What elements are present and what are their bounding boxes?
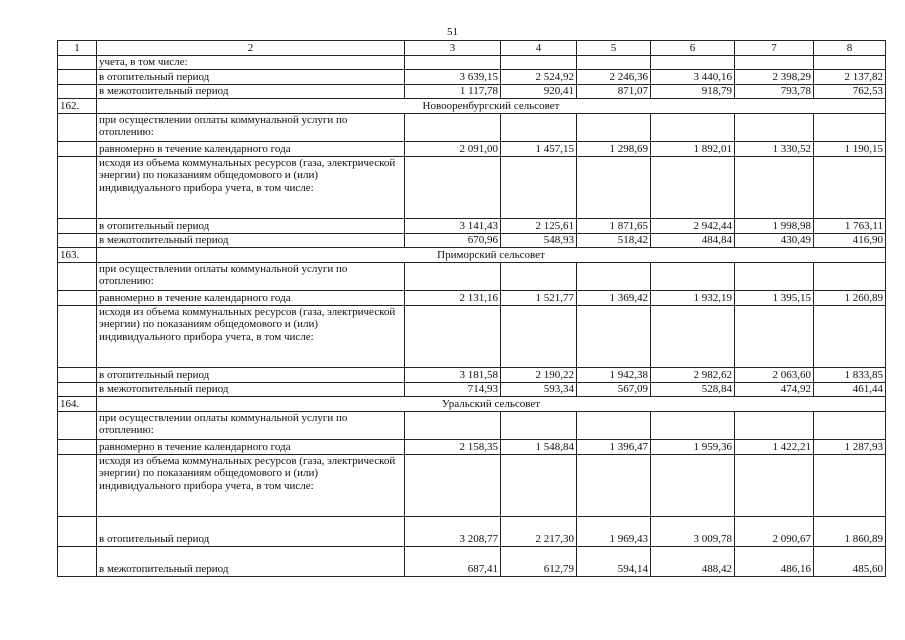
empty-cell	[735, 156, 814, 218]
section-number: 164.	[58, 396, 97, 411]
page-number: 51	[447, 26, 458, 38]
value-cell: 1 117,78	[405, 84, 501, 98]
heating-period-row	[58, 218, 886, 233]
empty-cell	[651, 262, 735, 290]
offseason-period-row	[58, 546, 886, 576]
row-label: в межотопительный период	[97, 382, 405, 396]
value-cell: 1 969,43	[577, 516, 651, 546]
empty-cell	[501, 305, 577, 367]
row-label: при осуществлении оплаты коммунальной услуги по отоплению:	[97, 113, 405, 141]
value-cell: 2 091,00	[405, 141, 501, 156]
row-number-cell	[58, 69, 97, 84]
value-cell: 2 524,92	[501, 69, 577, 84]
row-label: исходя из объема коммунальных ресурсов (газа, электрической энергии) по показаниям общедомового и (или) индивидуального прибора учета, в том числе:	[97, 305, 405, 367]
value-cell: 2 982,62	[651, 367, 735, 382]
value-cell: 1 521,77	[501, 290, 577, 305]
empty-cell	[501, 454, 577, 516]
row-number-cell	[58, 233, 97, 247]
value-cell: 461,44	[814, 382, 886, 396]
heating-period-row	[58, 516, 886, 546]
value-cell: 1 932,19	[651, 290, 735, 305]
heating-period-row	[58, 69, 886, 84]
row-label: в межотопительный период	[97, 84, 405, 98]
header-cell: 3	[405, 41, 501, 56]
value-cell: 1 330,52	[735, 141, 814, 156]
header-cell: 8	[814, 41, 886, 56]
value-cell: 1 833,85	[814, 367, 886, 382]
empty-cell	[577, 262, 651, 290]
value-cell: 593,34	[501, 382, 577, 396]
value-cell: 1 959,36	[651, 439, 735, 454]
value-cell: 3 181,58	[405, 367, 501, 382]
value-cell: 3 009,78	[651, 516, 735, 546]
value-cell: 3 639,15	[405, 69, 501, 84]
section-title: Уральский сельсовет	[97, 396, 886, 411]
header-cell: 7	[735, 41, 814, 56]
value-cell: 518,42	[577, 233, 651, 247]
header-cell: 4	[501, 41, 577, 56]
value-cell: 567,09	[577, 382, 651, 396]
value-cell: 3 208,77	[405, 516, 501, 546]
value-cell: 1 860,89	[814, 516, 886, 546]
value-cell: 2 942,44	[651, 218, 735, 233]
value-cell: 1 942,38	[577, 367, 651, 382]
uniform-payment-row	[58, 439, 886, 454]
empty-cell	[651, 56, 735, 70]
value-cell: 2 137,82	[814, 69, 886, 84]
empty-cell	[501, 56, 577, 70]
row-label: при осуществлении оплаты коммунальной услуги по отоплению:	[97, 262, 405, 290]
row-label: в межотопительный период	[97, 233, 405, 247]
section-header-row	[58, 396, 886, 411]
empty-cell	[814, 305, 886, 367]
value-cell: 2 246,36	[577, 69, 651, 84]
empty-cell	[577, 56, 651, 70]
empty-cell	[814, 56, 886, 70]
header-cell: 2	[97, 41, 405, 56]
empty-cell	[501, 113, 577, 141]
value-cell: 416,90	[814, 233, 886, 247]
value-cell: 528,84	[651, 382, 735, 396]
value-cell: 1 287,93	[814, 439, 886, 454]
header-row	[58, 41, 886, 56]
value-cell: 2 398,29	[735, 69, 814, 84]
row-label: учета, в том числе:	[97, 56, 405, 70]
tariff-table	[57, 40, 886, 577]
row-label: в межотопительный период	[97, 546, 405, 576]
continuation-label-row	[58, 56, 886, 70]
uniform-payment-row	[58, 141, 886, 156]
uniform-payment-row	[58, 290, 886, 305]
row-label: равномерно в течение календарного года	[97, 141, 405, 156]
value-cell: 430,49	[735, 233, 814, 247]
volume-heading-row	[58, 305, 886, 367]
value-cell: 687,41	[405, 546, 501, 576]
value-cell: 1 871,65	[577, 218, 651, 233]
value-cell: 1 369,42	[577, 290, 651, 305]
empty-cell	[405, 305, 501, 367]
value-cell: 920,41	[501, 84, 577, 98]
value-cell: 1 190,15	[814, 141, 886, 156]
row-label: исходя из объема коммунальных ресурсов (газа, электрической энергии) по показаниям общедомового и (или) индивидуального прибора учета, в том числе:	[97, 156, 405, 218]
empty-cell	[501, 262, 577, 290]
offseason-period-row	[58, 233, 886, 247]
value-cell: 594,14	[577, 546, 651, 576]
value-cell: 871,07	[577, 84, 651, 98]
empty-cell	[405, 156, 501, 218]
section-title: Новооренбургский сельсовет	[97, 98, 886, 113]
header-cell: 1	[58, 41, 97, 56]
value-cell: 762,53	[814, 84, 886, 98]
empty-cell	[651, 305, 735, 367]
value-cell: 1 548,84	[501, 439, 577, 454]
value-cell: 1 396,47	[577, 439, 651, 454]
offseason-period-row	[58, 382, 886, 396]
empty-cell	[577, 454, 651, 516]
payment-heading-row	[58, 113, 886, 141]
offseason-period-row	[58, 84, 886, 98]
value-cell: 2 158,35	[405, 439, 501, 454]
header-cell: 6	[651, 41, 735, 56]
row-number-cell	[58, 382, 97, 396]
empty-cell	[735, 56, 814, 70]
row-number-cell	[58, 156, 97, 218]
section-header-row	[58, 247, 886, 262]
payment-heading-row	[58, 411, 886, 439]
section-number: 162.	[58, 98, 97, 113]
empty-cell	[735, 262, 814, 290]
row-label: при осуществлении оплаты коммунальной услуги по отоплению:	[97, 411, 405, 439]
empty-cell	[577, 156, 651, 218]
row-number-cell	[58, 546, 97, 576]
value-cell: 2 131,16	[405, 290, 501, 305]
empty-cell	[735, 113, 814, 141]
value-cell: 485,60	[814, 546, 886, 576]
value-cell: 612,79	[501, 546, 577, 576]
row-number-cell	[58, 262, 97, 290]
empty-cell	[651, 113, 735, 141]
empty-cell	[405, 411, 501, 439]
volume-heading-row	[58, 156, 886, 218]
empty-cell	[651, 411, 735, 439]
empty-cell	[405, 454, 501, 516]
row-number-cell	[58, 141, 97, 156]
empty-cell	[405, 56, 501, 70]
value-cell: 2 063,60	[735, 367, 814, 382]
row-label: равномерно в течение календарного года	[97, 439, 405, 454]
value-cell: 484,84	[651, 233, 735, 247]
value-cell: 1 763,11	[814, 218, 886, 233]
row-number-cell	[58, 454, 97, 516]
value-cell: 1 892,01	[651, 141, 735, 156]
empty-cell	[735, 411, 814, 439]
payment-heading-row	[58, 262, 886, 290]
value-cell: 1 457,15	[501, 141, 577, 156]
empty-cell	[577, 113, 651, 141]
empty-cell	[735, 305, 814, 367]
empty-cell	[651, 454, 735, 516]
value-cell: 714,93	[405, 382, 501, 396]
value-cell: 2 217,30	[501, 516, 577, 546]
value-cell: 486,16	[735, 546, 814, 576]
row-number-cell	[58, 439, 97, 454]
value-cell: 1 395,15	[735, 290, 814, 305]
empty-cell	[814, 156, 886, 218]
row-label: в отопительный период	[97, 516, 405, 546]
empty-cell	[577, 305, 651, 367]
row-number-cell	[58, 84, 97, 98]
row-number-cell	[58, 516, 97, 546]
value-cell: 474,92	[735, 382, 814, 396]
value-cell: 2 125,61	[501, 218, 577, 233]
value-cell: 793,78	[735, 84, 814, 98]
empty-cell	[651, 156, 735, 218]
empty-cell	[814, 411, 886, 439]
value-cell: 1 298,69	[577, 141, 651, 156]
empty-cell	[814, 454, 886, 516]
value-cell: 918,79	[651, 84, 735, 98]
row-number-cell	[58, 305, 97, 367]
header-cell: 5	[577, 41, 651, 56]
row-number-cell	[58, 411, 97, 439]
row-number-cell	[58, 218, 97, 233]
value-cell: 3 141,43	[405, 218, 501, 233]
row-number-cell	[58, 113, 97, 141]
row-label: в отопительный период	[97, 367, 405, 382]
value-cell: 2 090,67	[735, 516, 814, 546]
empty-cell	[814, 113, 886, 141]
row-number-cell	[58, 290, 97, 305]
row-label: в отопительный период	[97, 69, 405, 84]
row-number-cell	[58, 56, 97, 70]
table-body	[58, 41, 886, 577]
value-cell: 1 998,98	[735, 218, 814, 233]
row-label: равномерно в течение календарного года	[97, 290, 405, 305]
empty-cell	[735, 454, 814, 516]
section-number: 163.	[58, 247, 97, 262]
row-label: исходя из объема коммунальных ресурсов (газа, электрической энергии) по показаниям общедомового и (или) индивидуального прибора учета, в том числе:	[97, 454, 405, 516]
empty-cell	[814, 262, 886, 290]
row-number-cell	[58, 367, 97, 382]
heating-period-row	[58, 367, 886, 382]
value-cell: 1 260,89	[814, 290, 886, 305]
row-label: в отопительный период	[97, 218, 405, 233]
value-cell: 670,96	[405, 233, 501, 247]
section-header-row	[58, 98, 886, 113]
empty-cell	[501, 411, 577, 439]
empty-cell	[501, 156, 577, 218]
empty-cell	[577, 411, 651, 439]
value-cell: 1 422,21	[735, 439, 814, 454]
value-cell: 3 440,16	[651, 69, 735, 84]
empty-cell	[405, 113, 501, 141]
value-cell: 2 190,22	[501, 367, 577, 382]
empty-cell	[405, 262, 501, 290]
value-cell: 548,93	[501, 233, 577, 247]
section-title: Приморский сельсовет	[97, 247, 886, 262]
volume-heading-row	[58, 454, 886, 516]
value-cell: 488,42	[651, 546, 735, 576]
